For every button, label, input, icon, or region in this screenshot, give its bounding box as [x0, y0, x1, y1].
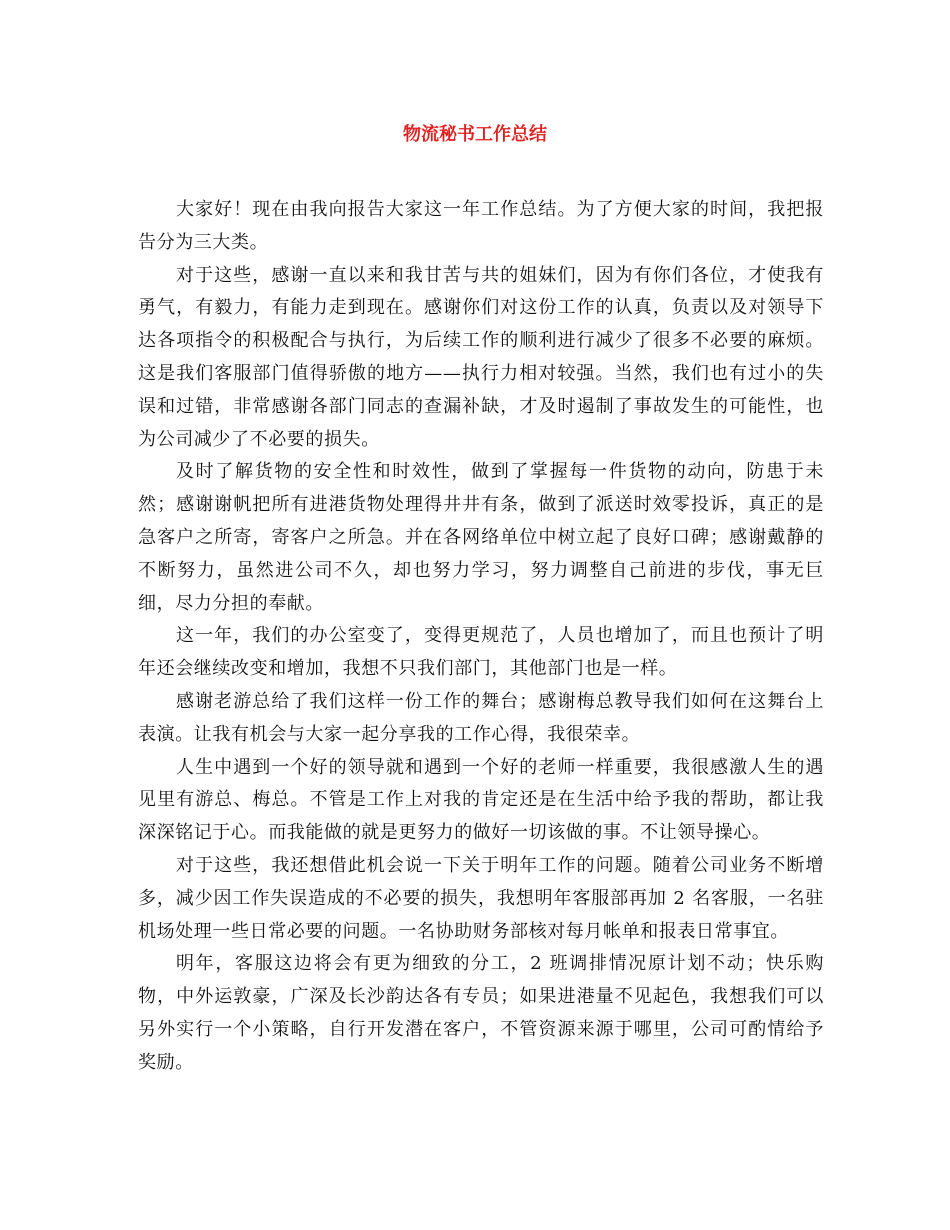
paragraph-office-changes: 这一年，我们的办公室变了，变得更规范了，人员也增加了，而且也预计了明年还会继续改变和增加，我想不只我们部门，其他部门也是一样。	[138, 625, 824, 680]
paragraph-gratitude: 人生中遇到一个好的领导就和遇到一个好的老师一样重要，我很感激人生的遇见里有游总、梅总。不管是工作上对我的肯定还是在生活中给予我的帮助，都让我深深铭记于心。而我能做的就是更努力的做好一切该做的事。不让领导操心。	[138, 756, 824, 844]
paragraph-next-year-staffing: 对于这些，我还想借此机会说一下关于明年工作的问题。随着公司业务不断增多，减少因工作失误造成的不必要的损失，我想明年客服部再加 2 名客服，一名驻机场处理一些日常必要的问题。一名协助财务部核对每月帐单和报表日常事宜。	[138, 854, 824, 942]
document-body	[138, 194, 824, 1080]
paragraph-cargo-tracking: 及时了解货物的安全性和时效性，做到了掌握每一件货物的动向，防患于未然；感谢谢帆把所有进港货物处理得井井有条，做到了派送时效零投诉，真正的是急客户之所寄，寄客户之所急。并在各网络单位中树立起了良好口碑；感谢戴静的不断努力，虽然进公司不久，却也努力学习，努力调整自己前进的步伐，事无巨细，尽力分担的奉献。	[138, 461, 824, 614]
paragraph-thanks-leaders: 感谢老游总给了我们这样一份工作的舞台；感谢梅总教导我们如何在这舞台上表演。让我有机会与大家一起分享我的工作心得，我很荣幸。	[138, 690, 824, 745]
paragraph-thanks-team: 对于这些，感谢一直以来和我甘苦与共的姐妹们，因为有你们各位，才使我有勇气，有毅力，有能力走到现在。感谢你们对这份工作的认真，负责以及对领导下达各项指令的积极配合与执行，为后续工作的顺利进行减少了很多不必要的麻烦。这是我们客服部门值得骄傲的地方——执行力相对较强。当然，我们也有过小的失误和过错，非常感谢各部门同志的查漏补缺，才及时遏制了事故发生的可能性，也为公司减少了不必要的损失。	[138, 264, 824, 450]
paragraph-greeting: 大家好！现在由我向报告大家这一年工作总结。为了方便大家的时间，我把报告分为三大类。	[138, 199, 824, 253]
paragraph-next-year-plan: 明年，客服这边将会有更为细致的分工，2 班调排情况原计划不动；快乐购物，中外运敦豪，广深及长沙韵达各有专员；如果进港量不见起色，我想我们可以另外实行一个小策略，自行开发潜在客户，不管资源来源于哪里，公司可酌情给予奖励。	[138, 953, 824, 1073]
document-title: 物流秘书工作总结	[403, 124, 547, 145]
